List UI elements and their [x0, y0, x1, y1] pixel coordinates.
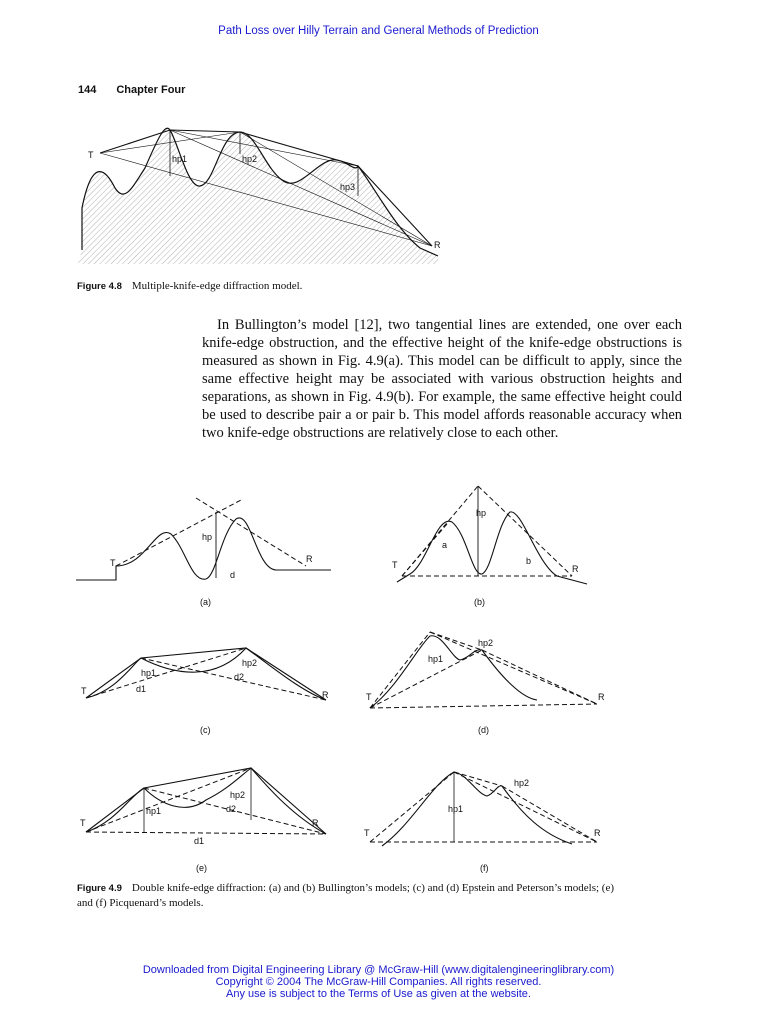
figure-4-8-caption	[77, 279, 617, 294]
figure-4-8-caption-text: Multiple-knife-edge diffraction model.	[131, 280, 303, 292]
figure-4-8-diagram	[70, 118, 450, 278]
fig49f-hp1-label: hp1	[448, 804, 464, 814]
figure-4-9b-diagram	[392, 484, 592, 594]
fig49f-T-label: T	[364, 828, 370, 838]
fig49c-d1-label: d1	[136, 684, 147, 694]
fig49e-T-label: T	[80, 818, 86, 828]
fig49f-R-label: R	[594, 828, 601, 838]
figure-4-9-caption-text: Double knife-edge diffraction: (a) and (b) Bullington’s models; (c) and (d) Epstein and Peterson’s models; (e) and (f) Picquenard’s models.	[77, 882, 615, 909]
subfig-c-label: (c)	[200, 725, 211, 735]
fig49c-R-label: R	[322, 690, 329, 700]
chapter-title: Chapter Four	[116, 84, 186, 96]
subfig-e-label: (e)	[196, 863, 207, 873]
body-paragraph: In Bullington’s model [12], two tangential lines are extended, one over each knife-edge obstruction, and the effective height of the knife-edge obstructions is measured as shown in Fig. 4.9(a). This model can be difficult to apply, since the same effective height may be associated with various obstruction heights and separations, as shown in Fig. 4.9(b). For example, the same effective height could be used to describe pair a or pair b. This model affords reasonable accuracy when two knife-edge obstructions are relatively close to each other.	[202, 317, 682, 441]
footer-line-3: Any use is subject to the Terms of Use as given at the website.	[226, 988, 531, 1000]
subfig-d-label: (d)	[478, 725, 489, 735]
figure-4-9c-diagram	[76, 636, 336, 722]
fig48-R-label: R	[434, 240, 441, 250]
fig49b-R-label: R	[572, 564, 579, 574]
page-number: 144	[78, 84, 97, 96]
figure-4-9d-diagram	[362, 628, 612, 718]
figure-4-8-label: Figure 4.8	[77, 281, 122, 292]
fig49c-d2-label: d2	[234, 672, 245, 682]
running-header[interactable]: Path Loss over Hilly Terrain and General Methods of Prediction	[218, 25, 539, 37]
fig49b-a-label: a	[442, 540, 448, 550]
fig49a-hp-label: hp	[202, 532, 213, 542]
fig49d-hp2-label: hp2	[478, 638, 494, 648]
fig49e-hp1-label: hp1	[146, 806, 162, 816]
figure-4-9f-diagram	[362, 764, 612, 854]
fig48-hp2-label: hp2	[242, 154, 258, 164]
fig49e-R-label: R	[312, 818, 319, 828]
fig49e-d2-label: d2	[226, 804, 237, 814]
fig49b-T-label: T	[392, 560, 398, 570]
fig49e-d1-label: d1	[194, 836, 205, 846]
subfig-f-label: (f)	[480, 863, 489, 873]
fig48-hp3-label: hp3	[340, 182, 356, 192]
fig49e-hp2-label: hp2	[230, 790, 246, 800]
fig49b-b-label: b	[526, 556, 532, 566]
figure-4-9-caption	[77, 881, 617, 910]
footer	[0, 964, 757, 1000]
fig49a-T-label: T	[110, 558, 116, 568]
fig49d-hp1-label: hp1	[428, 654, 444, 664]
fig49c-hp2-label: hp2	[242, 658, 258, 668]
fig48-hp1-label: hp1	[172, 154, 188, 164]
subfig-b-label: (b)	[474, 597, 485, 607]
figure-4-9e-diagram	[76, 760, 336, 860]
figure-4-9-label: Figure 4.9	[77, 883, 122, 894]
fig49c-hp1-label: hp1	[141, 668, 157, 678]
subfig-a-label: (a)	[200, 597, 211, 607]
fig49a-R-label: R	[306, 554, 313, 564]
fig49d-R-label: R	[598, 692, 605, 702]
fig49f-hp2-label: hp2	[514, 778, 530, 788]
footer-line-1[interactable]: Downloaded from Digital Engineering Library @ McGraw-Hill (www.digitalengineeringlibrary.com)	[142, 964, 615, 976]
fig49b-hp-label: hp	[476, 508, 487, 518]
figure-4-9a-diagram	[76, 494, 336, 594]
fig49d-T-label: T	[366, 692, 372, 702]
fig49a-d-label: d	[230, 570, 236, 580]
footer-line-2: Copyright © 2004 The McGraw-Hill Companies. All rights reserved.	[215, 976, 542, 988]
fig48-T-label: T	[88, 150, 94, 160]
fig49c-T-label: T	[81, 686, 87, 696]
page-heading	[78, 84, 185, 96]
